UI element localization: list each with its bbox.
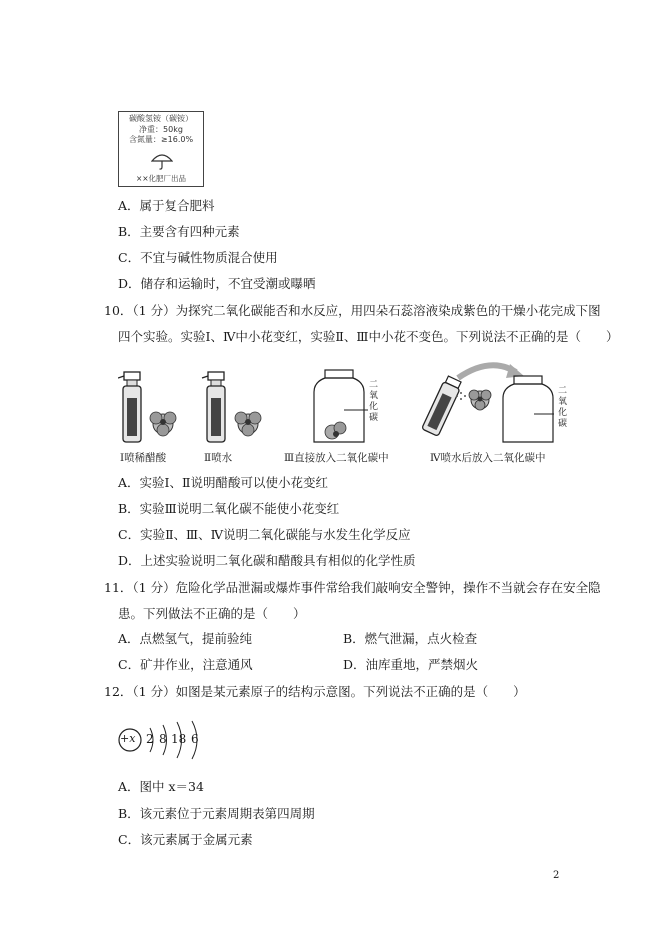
- q11-stem-line1: 11．（1 分）危险化学品泄漏或爆炸事件常给我们敲响安全警钟，操作不当就会存在安全隐: [104, 580, 601, 595]
- q11-option-a: A．点燃氢气，提前验纯: [118, 631, 253, 646]
- caption-experiment-2: Ⅱ喷水: [204, 452, 233, 464]
- gas-jar-icon: [503, 376, 554, 442]
- caption-experiment-4: Ⅳ喷水后放入二氧化碳中: [430, 452, 546, 464]
- jar3-gas-label: 二 氧 化 碳: [369, 380, 379, 423]
- q10-option-d: D．上述实验说明二氧化碳和醋酸具有相似的化学性质: [118, 553, 416, 568]
- shell-1-electrons: 2: [146, 732, 154, 746]
- q9-option-a: A．属于复合肥料: [118, 198, 215, 213]
- caption-experiment-1: Ⅰ喷稀醋酸: [120, 452, 167, 464]
- q10-option-b: B．实验Ⅲ说明二氧化碳不能使小花变红: [118, 501, 340, 516]
- experiment-illustration: [118, 358, 568, 448]
- q10-experiment-figure: [118, 358, 568, 468]
- q11-option-b: B．燃气泄漏，点火检查: [343, 631, 478, 646]
- q11-option-c: C．矿井作业，注意通风: [118, 657, 253, 672]
- q10-option-a: A．实验Ⅰ、Ⅱ说明醋酸可以使小花变红: [118, 475, 328, 490]
- q9-option-b: B．主要含有四种元素: [118, 224, 240, 239]
- shell-3-electrons: 18: [171, 732, 187, 746]
- flower-icon: [235, 412, 261, 436]
- label-weight: 净重：50kg: [139, 124, 183, 134]
- page-number: 2: [553, 870, 560, 881]
- shell-4-electrons: 6: [191, 732, 199, 746]
- spray-bottle-icon: [422, 375, 463, 436]
- q12-option-a: A．图中 x＝34: [118, 779, 204, 794]
- label-nitrogen: 含氮量：≥16.0%: [128, 135, 194, 144]
- label-maker: ××化肥厂出品: [135, 173, 187, 183]
- q10-stem-line2: 四个实验。实验Ⅰ、Ⅳ中小花变红，实验Ⅱ、Ⅲ中小花不变色。下列说法不正确的是（ ）: [118, 329, 619, 344]
- q12-option-b: B．该元素位于元素周期表第四周期: [118, 806, 315, 821]
- q9-option-c: C．不宜与碱性物质混合使用: [118, 250, 278, 265]
- fertilizer-label-figure: [118, 111, 204, 187]
- shell-2-electrons: 8: [159, 732, 167, 746]
- flower-icon: [150, 412, 176, 436]
- jar4-gas-label: 二 氧 化 碳: [558, 386, 568, 429]
- atom-structure-diagram: [116, 718, 226, 762]
- nucleus-charge: +x: [120, 732, 136, 745]
- q11-option-d: D．油库重地，严禁烟火: [343, 657, 479, 672]
- q12-stem: 12．（1 分）如图是某元素原子的结构示意图。下列说法不正确的是（ ）: [104, 684, 526, 699]
- gas-jar-icon: [314, 370, 368, 442]
- spray-bottle-icon: [202, 372, 225, 442]
- umbrella-icon: [151, 152, 173, 170]
- label-name: 碳酸氢铵（碳铵）: [129, 114, 193, 123]
- q9-option-d: D．储存和运输时，不宜受潮或曝晒: [118, 276, 316, 291]
- q11-stem-line2: 患。下列做法不正确的是（ ）: [118, 606, 306, 621]
- q12-option-c: C．该元素属于金属元素: [118, 832, 253, 847]
- q10-stem-line1: 10．（1 分）为探究二氧化碳能否和水反应，用四朵石蕊溶液染成紫色的干燥小花完成下图: [104, 303, 601, 318]
- spray-bottle-icon: [118, 372, 141, 442]
- flower-icon: [469, 390, 491, 410]
- caption-experiment-3: Ⅲ直接放入二氧化碳中: [284, 452, 389, 464]
- q10-option-c: C．实验Ⅱ、Ⅲ、Ⅳ说明二氧化碳能与水发生化学反应: [118, 527, 411, 542]
